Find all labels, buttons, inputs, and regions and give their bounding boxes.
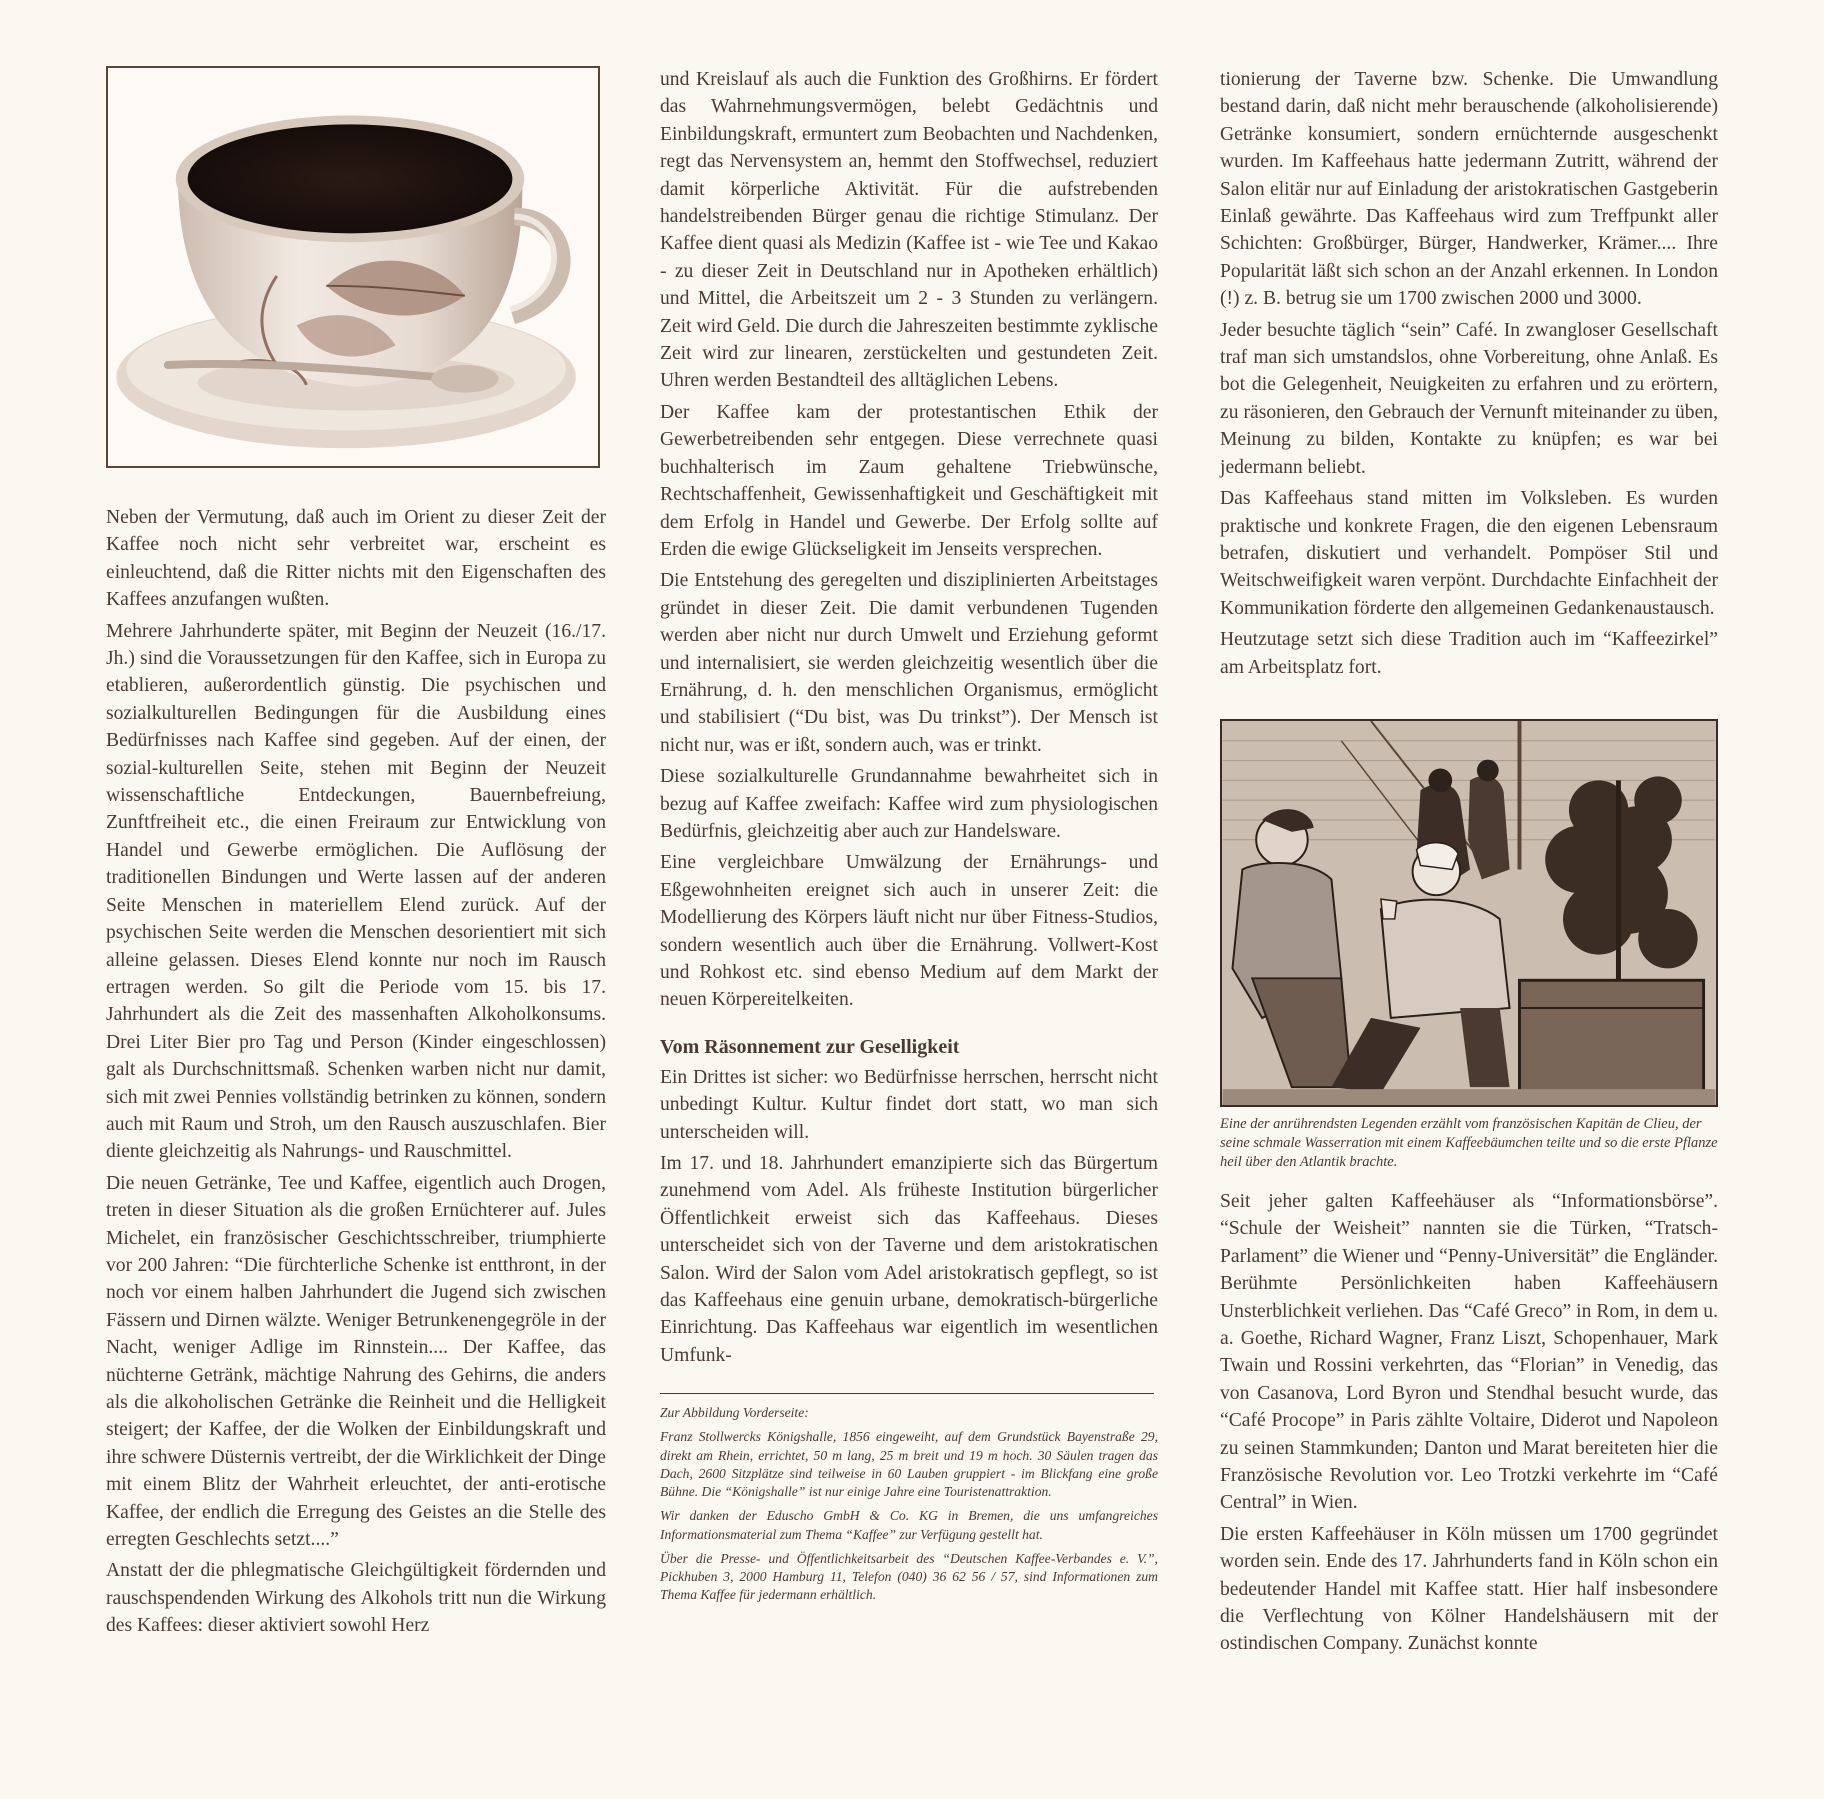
paragraph: Die neuen Getränke, Tee und Kaffee, eigentlich auch Drogen, treten in dieser Situation als die großen Ernüchterer auf. Jules Michelet, ein französischer Geschichtsschreiber, triumphierte vor 200 Jahren: “Die fürchterliche Schenke ist entthront, in der noch vor einem halben Jahrhundert die Jugend sich zwischen Fässern und Dirnen wälzte. Weniger Betrunkenengegröle in der Nacht, weniger Adlige im Rinnstein.... Der Kaffee, das nüchterne Getränk, mächtige Nahrung des Gehirns, die anders als die alkoholischen Getränke die Reinheit und die Helligkeit steigert; der Kaffee, der die Wolken der Einbildungskraft und ihre schwere Düsternis vertreibt, der die Wirklichkeit der Dinge mit einem Blitz der Wahrheit erleuchtet, der anti-erotische Kaffee, der endlich die Erregung des Geistes an die Stelle des erregten Geschlechts setzt....” — [106, 1172, 606, 1551]
body-text — [660, 66, 1158, 1014]
paragraph: Jeder besuchte täglich “sein” Café. In zwangloser Gesellschaft traf man sich umstandslos, ohne Vorbereitung, ohne Anlaß. Es bot die Gelegenheit, Neuigkeiten zu erfahren und zu erörtern, zu räsonieren, den Gebrauch der Vernunft miteinander zu üben, Meinung zu bilden, Kontakte zu knüpfen; es war bei jedermann beliebt. — [1220, 319, 1718, 478]
column-2 — [660, 66, 1158, 1610]
paragraph: Heutzutage setzt sich diese Tradition auch im “Kaffeezirkel” am Arbeitsplatz fort. — [1220, 629, 1718, 678]
body-text — [106, 504, 606, 1640]
footnote: Über die Presse- und Öffentlichkeitsarbeit des “Deutschen Kaffee-Verbandes e. V.”, Pickhuben 3, 2000 Hamburg 11, Telefon (040) 36 62 56 / 57, sind Informationen zum Thema Kaffee für jedermann erhältlich. — [660, 1550, 1158, 1603]
footnotes — [660, 1404, 1158, 1604]
coffee-cup-illustration — [106, 66, 600, 468]
body-text — [1220, 66, 1718, 681]
section-heading: Vom Räsonnement zur Geselligkeit — [660, 1035, 960, 1058]
paragraph: Anstatt der die phlegmatische Gleichgültigkeit fördernden und rauschspendenden Wirkung des Alkohols tritt nun die Wirkung des Kaffees: dieser aktiviert sowohl Herz — [106, 1560, 606, 1637]
coffee-cup-drawing — [108, 68, 598, 466]
body-text — [660, 1064, 1158, 1369]
paragraph: Diese sozialkulturelle Grundannahme bewahrheitet sich in bezug auf Kaffee zweifach: Kaffee wird zum physiologischen Bedürfnis, gleichzeitig aber auch zur Handelsware. — [660, 766, 1158, 842]
paragraph: Neben der Vermutung, daß auch im Orient zu dieser Zeit der Kaffee noch nicht sehr verbreitet war, erscheint es einleuchtend, daß die Ritter nichts mit den Eigenschaften des Kaffees anzufangen wußten. — [106, 507, 606, 611]
paragraph: Mehrere Jahrhunderte später, mit Beginn der Neuzeit (16./17. Jh.) sind die Voraussetzungen für den Kaffee, sich in Europa zu etablieren, außerordentlich günstig. Die psychischen und sozialkulturellen Bedingungen für die Ausbildung eines Bedürfnisses nach Kaffee sind gegeben. Auf der einen, der sozial-kulturellen Seite, stehen mit Beginn der Neuzeit wissenschaftliche Entdeckungen, Bauernbefreiung, Zunftfreiheit etc., die einen Freiraum zur Entwicklung von Handel und Gewerbe ermöglichen. Die Auflösung der traditionellen Bindungen und Werte lassen auf der anderen Seite Menschen in materiellem Elend zurück. Auf der psychischen Seite werden die Menschen desorientiert mit sich alleine gelassen. Dieses Elend konnte nur noch im Rausch ertragen werden. So gilt die Periode vom 15. bis 17. Jahrhundert als die Zeit des massenhaften Alkoholkonsums. Drei Liter Bier pro Tag und Person (Kinder eingeschlossen) galt als Durchschnittsmaß. Schenken warben nicht nur damit, sich mit zwei Pennies vollständig betrinken zu können, sondern auch mit Raum und Stroh, um den Rausch auszuschlafen. Bier diente gleichzeitig als Nahrungs- und Rauschmittel. — [106, 620, 606, 1163]
paragraph: Das Kaffeehaus stand mitten im Volksleben. Es wurden praktische und konkrete Fragen, die den eigenen Lebensraum betrafen, diskutiert und verhandelt. Pompöser Stil und Weitschweifigkeit waren verpönt. Durchdachte Einfachheit der Kommunikation förderte den allgemeinen Gedankenaustausch. — [1220, 488, 1718, 619]
column-1 — [106, 66, 606, 1644]
paragraph: Im 17. und 18. Jahrhundert emanzipierte sich das Bürgertum zunehmend vom Adel. Als früheste Institution bürgerlicher Öffentlichkeit erweist sich das Kaffeehaus. Dieses unterscheidet sich von der Taverne und dem aristokratischen Salon. Wird der Salon vom Adel aristokratisch gepflegt, so ist das Kaffeehaus eine genuin urbane, demokratisch-bürgerliche Einrichtung. Das Kaffeehaus war eigentlich im wesentlichen Umfunk- — [660, 1153, 1158, 1366]
paragraph: Ein Drittes ist sicher: wo Bedürfnisse herrschen, herrscht nicht unbedingt Kultur. Kultur findet dort statt, wo man sich unterscheiden will. — [660, 1066, 1158, 1143]
illustration-caption: Eine der anrührendsten Legenden erzählt vom französischen Kapitän de Clieu, der seine schmale Wasserration mit einem Kaffeebäumchen teilte und so die erste Pflanze heil über den Atlantik brachte. — [1220, 1115, 1718, 1170]
body-text — [1220, 1188, 1718, 1658]
paragraph: Eine vergleichbare Umwälzung der Ernährungs- und Eßgewohnheiten ereignet sich auch in unserer Zeit: die Modellierung des Körpers läuft nicht nur über Fitness-Studios, sondern wesentlich auch über die Ernährung. Vollwert-Kost und Rohkost etc. sind ebenso Medium auf dem Markt der neuen Körpereitelkeiten. — [660, 852, 1158, 1011]
footnote: Wir danken der Eduscho GmbH & Co. KG in Bremen, die uns umfangreiches Informationsmaterial zum Thema “Kaffee” zur Verfügung gestellt hat. — [660, 1508, 1158, 1542]
divider — [660, 1393, 1154, 1394]
paragraph: und Kreislauf als auch die Funktion des Großhirns. Er fördert das Wahrnehmungsvermögen, belebt Gedächtnis und Einbildungskraft, ermuntert zum Beobachten und Nachdenken, regt das Nervensystem an, hemmt den Stoffwechsel, reduziert damit körperliche Aktivität. Für die aufstrebenden handelstreibenden Bürger genau die richtige Stimulanz. Der Kaffee dient quasi als Medizin (Kaffee ist - wie Tee und Kakao - zu dieser Zeit in Deutschland nur in Apotheken erhältlich) und Mittel, die Arbeitszeit um 2 - 3 Stunden zu verlängern. Zeit wird Geld. Die durch die Jahreszeiten bestimmte zyklische Zeit wird zur linearen, zerstückelten und gestundeten Zeit. Uhren werden Bestandteil des alltäglichen Lebens. — [660, 69, 1158, 392]
engraving-illustration — [1220, 719, 1718, 1107]
paragraph: tionierung der Taverne bzw. Schenke. Die Umwandlung bestand darin, daß nicht mehr berauschende (alkoholisierende) Getränke konsumiert, sondern ernüchternde ausgeschenkt wurden. Im Kaffeehaus hatte jedermann Zutritt, während der Salon elitär nur auf Einladung der aristokratischen Gastgeberin Einlaß gewährte. Das Kaffeehaus wird zum Treffpunkt aller Schichten: Großbürger, Bürger, Handwerker, Krämer.... Ihre Popularität läßt sich schon an der Anzahl erkennen. In London (!) z. B. betrug sie um 1700 zwischen 2000 und 3000. — [1220, 69, 1718, 310]
paragraph: Die ersten Kaffeehäuser in Köln müssen um 1700 gegründet worden sein. Ende des 17. Jahrhunderts fand in Köln schon ein bedeutender Handel mit Kaffee statt. Hier half insbesondere die Verflechtung von Kölner Handelshäusern mit der ostindischen Company. Zunächst konnte — [1220, 1523, 1718, 1655]
paragraph: Die Entstehung des geregelten und disziplinierten Arbeitstages gründet in dieser Zeit. Die damit verbundenen Tugenden werden aber nicht nur durch Umwelt und Erziehung geformt und internalisiert, sie werden gleichzeitig wesentlich über die Ernährung, d. h. den menschlichen Organismus, ermöglicht und stabilisiert (“Du bist, was Du trinkst”). Der Mensch ist nicht nur, was er ißt, sondern auch, was er trinkt. — [660, 570, 1158, 756]
footnote-heading: Zur Abbildung Vorderseite: — [660, 1405, 809, 1421]
paragraph: Der Kaffee kam der protestantischen Ethik der Gewerbetreibenden sehr entgegen. Diese verrechnete quasi buchhalterisch im Zaum gehaltene Triebwünsche, Rechtschaffenheit, Gewissenhaftigkeit und Geschäftigkeit mit dem Erfolg in Handel und Gewerbe. Der Erfolg sollte auf Erden die ewige Glückseligkeit im Jenseits versprechen. — [660, 401, 1158, 560]
column-3 — [1220, 66, 1718, 1662]
footnote: Franz Stollwercks Königshalle, 1856 eingeweiht, auf dem Grundstück Bayenstraße 29, direkt am Rhein, errichtet, 50 m lang, 25 m breit und 19 m hoch. 30 Säulen tragen das Dach, 2600 Sitzplätze sind teilweise in 60 Lauben gruppiert - im Blickfang eine große Bühne. Die “Königshalle” ist nur einige Jahre eine Touristenattraktion. — [660, 1429, 1158, 1500]
paragraph: Seit jeher galten Kaffeehäuser als “Informationsbörse”. “Schule der Weisheit” nannten sie die Türken, “Tratsch-Parlament” die Wiener und “Penny-Universität” die Engländer. Berühmte Persönlichkeiten haben Kaffeehäusern Unsterblichkeit verliehen. Das “Café Greco” in Rom, in dem u. a. Goethe, Richard Wagner, Franz Liszt, Schopenhauer, Mark Twain und Rossini verkehrten, das “Florian” in Venedig, das von Casanova, Lord Byron und Stendhal besucht wurde, das “Café Procope” in Paris zählte Voltaire, Diderot und Napoleon zu seinen Stammkunden; Danton und Marat bereiteten hier die Französische Revolution vor. Leo Trotzki verkehrte im “Café Central” in Wien. — [1220, 1190, 1718, 1514]
engraving-drawing — [1222, 721, 1716, 1105]
